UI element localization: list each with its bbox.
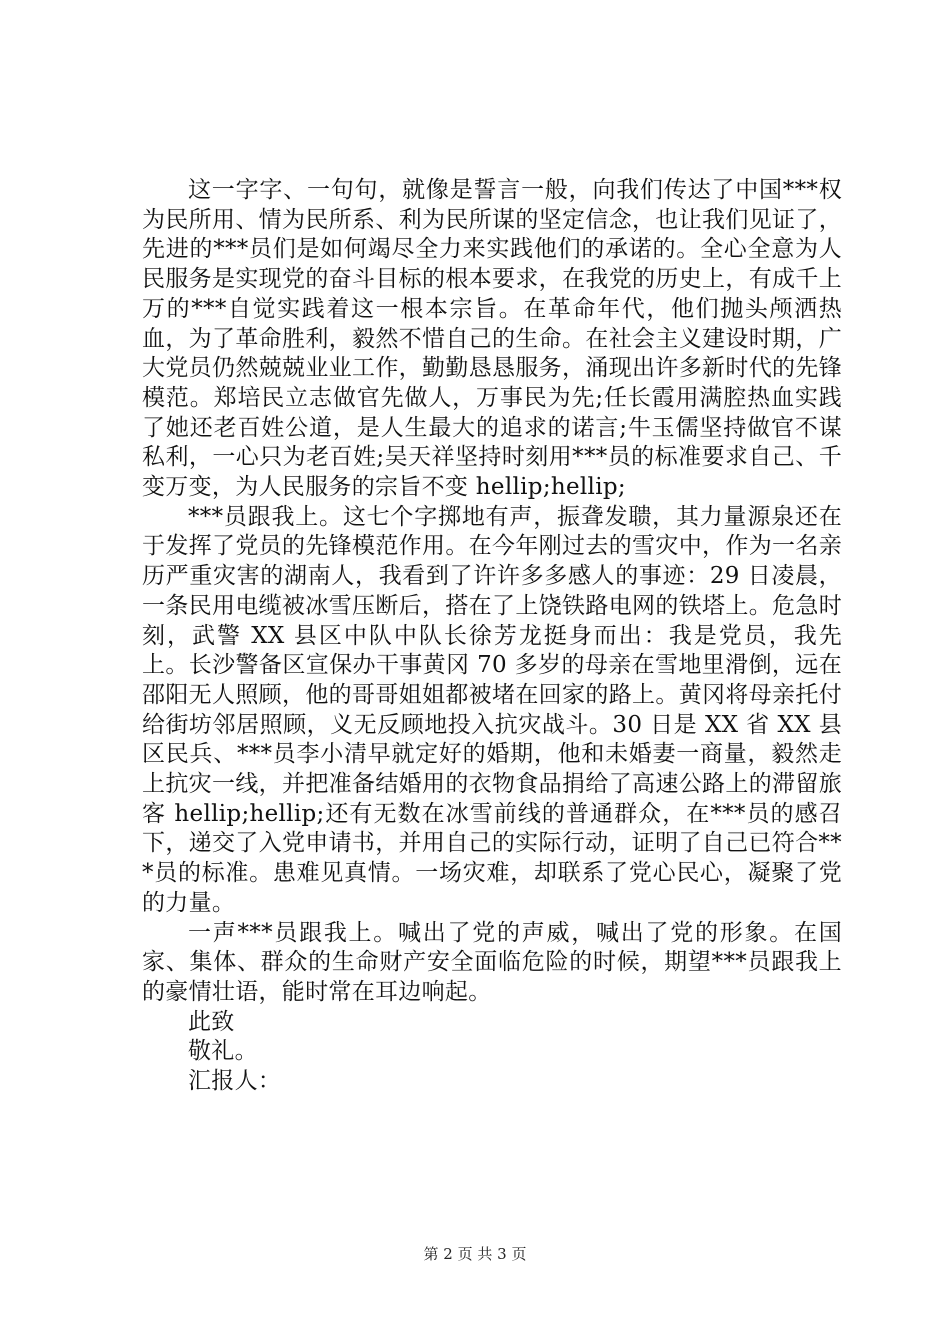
page-number-footer: 第 2 页 共 3 页 <box>423 1245 527 1263</box>
paragraph-2: ***员跟我上。这七个字掷地有声，振聋发聩，其力量源泉还在于发挥了党员的先锋模范作用。在今年刚过去的雪灾中，作为一名亲历严重灾害的湖南人，我看到了许许多多感人的事迹：29 日凌晨，一条民用电缆被冰雪压断后，搭在了上饶铁路电网的铁塔上。危急时刻，武警 XX 县区中队中队长徐芳龙挺身而出：我是党员，我先上。长沙警备区宣保办干事黄冈 70 多岁的母亲在雪地里滑倒，远在邵阳无人照顾，他的哥哥姐姐都被堵在回家的路上。黄冈将母亲托付给街坊邻居照顾，义无反顾地投入抗灾战斗。30 日是 XX 省 XX 县区民兵、***员李小清早就定好的婚期，他和未婚妻一商量，毅然走上抗灾一线，并把准备结婚用的衣物食品捐给了高速公路上的滞留旅客 hellip;hellip;还有无数在冰雪前线的普通群众，在***员的感召下，递交了入党申请书，并用自己的实际行动，证明了自己已符合***员的标准。患难见真情。一场灾难，却联系了党心民心，凝聚了党的力量。 <box>142 503 842 916</box>
letter-body <box>142 176 842 1097</box>
closing-respect: 敬礼。 <box>188 1038 258 1065</box>
paragraph-1: 这一字字、一句句，就像是誓言一般，向我们传达了中国***权为民所用、情为民所系、利为民所谋的坚定信念，也让我们见证了，先进的***员们是如何竭尽全力来实践他们的承诺的。全心全意为人民服务是实现党的奋斗目标的根本要求，在我党的历史上，有成千上万的***自觉实践着这一根本宗旨。在革命年代，他们抛头颅洒热血，为了革命胜利，毅然不惜自己的生命。在社会主义建设时期，广大党员仍然兢兢业业工作，勤勤恳恳服务，涌现出许多新时代的先锋模范。郑培民立志做官先做人，万事民为先;任长霞用满腔热血实践了她还老百姓公道，是人生最大的追求的诺言;牛玉儒坚持做官不谋私利，一心只为老百姓;吴天祥坚持时刻用***员的标准要求自己、千变万变，为人民服务的宗旨不变 hellip;hellip; <box>142 177 842 501</box>
paragraph-3: 一声***员跟我上。喊出了党的声威，喊出了党的形象。在国家、集体、群众的生命财产安全面临危险的时候，期望***员跟我上的豪情壮语，能时常在耳边响起。 <box>142 919 842 1005</box>
closing-salutation: 此致 <box>188 1008 235 1035</box>
reporter-label: 汇报人： <box>188 1068 282 1095</box>
